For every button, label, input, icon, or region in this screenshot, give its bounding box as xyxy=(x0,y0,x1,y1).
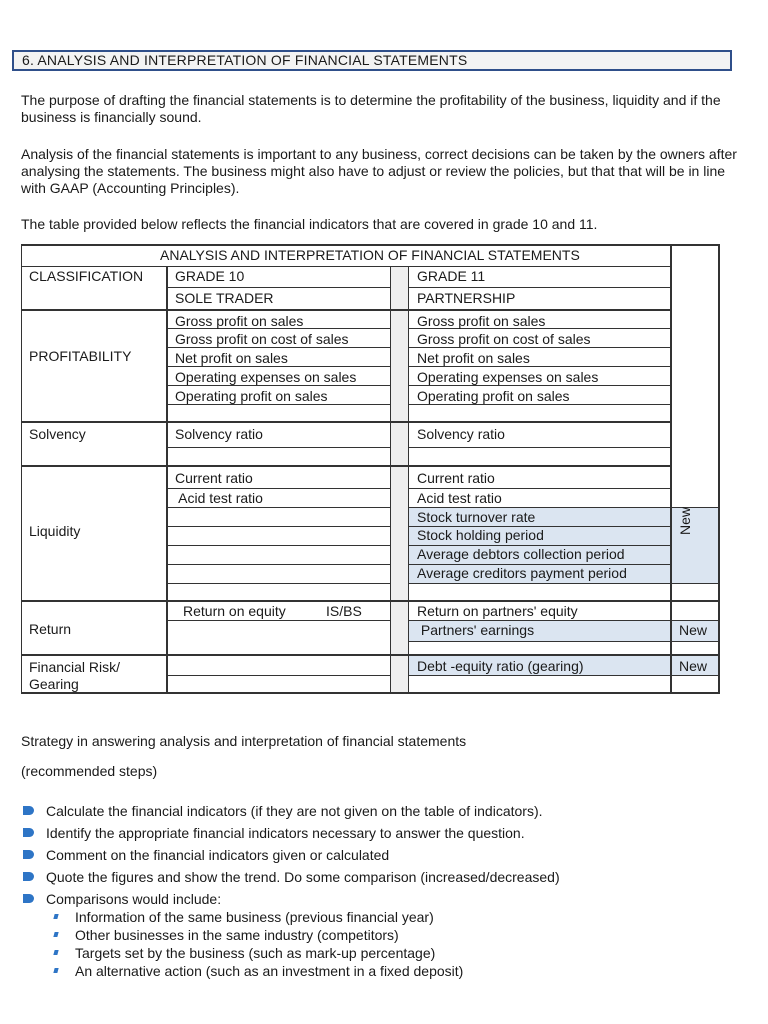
strategy-list xyxy=(21,800,741,980)
list-item: Other businesses in the same industry (competitors) xyxy=(21,926,741,944)
sole-trader-header: SOLE TRADER xyxy=(175,290,274,306)
grade10-header: GRADE 10 xyxy=(175,268,245,284)
section-heading: 6. ANALYSIS AND INTERPRETATION OF FINANCIAL STATEMENTS xyxy=(12,50,732,71)
g10-indicator: Operating expenses on sales xyxy=(175,369,357,385)
g11-indicator: Stock holding period xyxy=(417,527,544,543)
g10-indicator: Gross profit on cost of sales xyxy=(175,331,349,347)
grade11-header: GRADE 11 xyxy=(417,268,486,284)
indicators-table xyxy=(21,244,720,694)
comparison-list xyxy=(21,908,741,980)
g11-indicator: Gross profit on sales xyxy=(417,313,546,329)
intro-paragraph: The purpose of drafting the financial statements is to determine the profitability of the business, liquidity and if the business is financially sound. xyxy=(21,92,721,125)
list-item: Comment on the financial indicators given or calculated xyxy=(21,844,741,866)
g10-indicator: Acid test ratio xyxy=(175,490,263,506)
partnership-header: PARTNERSHIP xyxy=(417,290,516,306)
classification-header: CLASSIFICATION xyxy=(29,268,144,284)
list-item: An alternative action (such as an investment in a fixed deposit) xyxy=(21,962,741,980)
bullet-square-icon xyxy=(53,950,58,955)
bullet-square-icon xyxy=(53,968,58,973)
g11-indicator: Operating expenses on sales xyxy=(417,369,599,385)
g11-indicator: Return on partners' equity xyxy=(417,603,578,619)
g11-indicator: Partners' earnings xyxy=(417,622,535,638)
g10-indicator: Solvency ratio xyxy=(175,426,263,442)
g11-indicator: Acid test ratio xyxy=(417,490,502,506)
list-item: Calculate the financial indicators (if they are not given on the table of indicators). xyxy=(21,800,741,822)
solvency-label: Solvency xyxy=(29,426,86,442)
table-intro-paragraph: The table provided below reflects the financial indicators that are covered in grade 10 and 11. xyxy=(21,216,598,232)
g11-indicator: Current ratio xyxy=(417,470,495,486)
bullet-square-icon xyxy=(53,914,58,919)
strategy-title: Strategy in answering analysis and interpretation of financial statements xyxy=(21,733,467,749)
g10-indicator: Net profit on sales xyxy=(175,350,288,366)
new-label: New xyxy=(679,622,708,638)
bullet-arrow-icon xyxy=(23,828,34,837)
bullet-square-icon xyxy=(53,932,58,937)
new-label-vertical: New xyxy=(677,506,693,535)
table-title: ANALYSIS AND INTERPRETATION OF FINANCIAL STATEMENTS xyxy=(160,247,580,263)
g11-indicator: Net profit on sales xyxy=(417,350,530,366)
g11-indicator: Average debtors collection period xyxy=(417,546,625,562)
g11-indicator: Solvency ratio xyxy=(417,426,505,442)
is-bs-note: IS/BS xyxy=(326,603,362,619)
table-grid xyxy=(21,244,720,694)
g10-indicator: Current ratio xyxy=(175,470,253,486)
bullet-arrow-icon xyxy=(23,872,34,881)
g11-indicator: Stock turnover rate xyxy=(417,509,536,525)
strategy-subtitle: (recommended steps) xyxy=(21,763,158,779)
g10-indicator: Operating profit on sales xyxy=(175,388,328,404)
g11-indicator: Operating profit on sales xyxy=(417,388,570,404)
g10-indicator: Gross profit on sales xyxy=(175,313,304,329)
return-label: Return xyxy=(29,621,72,637)
list-item: Quote the figures and show the trend. Do some comparison (increased/decreased) xyxy=(21,866,741,888)
g10-indicator: Return on equity xyxy=(183,603,286,619)
list-item: Identify the appropriate financial indicators necessary to answer the question. xyxy=(21,822,741,844)
new-label: New xyxy=(679,658,708,674)
g11-indicator: Debt -equity ratio (gearing) xyxy=(417,658,584,674)
bullet-arrow-icon xyxy=(23,894,34,903)
list-item: Comparisons would include: Information of the same business (previous financial year) Other businesses in the same industry (competitors) Targets set by the business (such as mark-up percentage) An alternative action (such as an investment in a fixed deposit) xyxy=(21,888,741,980)
analysis-paragraph: Analysis of the financial statements is important to any business, correct decisions can be taken by the owners after analysing the statements. The business might also have to adjust or review the policies, but that that will be in line with GAAP (Accounting Principles). xyxy=(21,146,737,196)
bullet-arrow-icon xyxy=(23,806,34,815)
profitability-label: PROFITABILITY xyxy=(29,348,132,364)
g11-indicator: Gross profit on cost of sales xyxy=(417,331,591,347)
list-item: Information of the same business (previous financial year) xyxy=(21,908,741,926)
liquidity-label: Liquidity xyxy=(29,523,81,539)
financial-risk-label: Financial Risk/ Gearing xyxy=(29,659,121,692)
bullet-arrow-icon xyxy=(23,850,34,859)
list-item: Targets set by the business (such as mark-up percentage) xyxy=(21,944,741,962)
g11-indicator: Average creditors payment period xyxy=(417,565,627,581)
